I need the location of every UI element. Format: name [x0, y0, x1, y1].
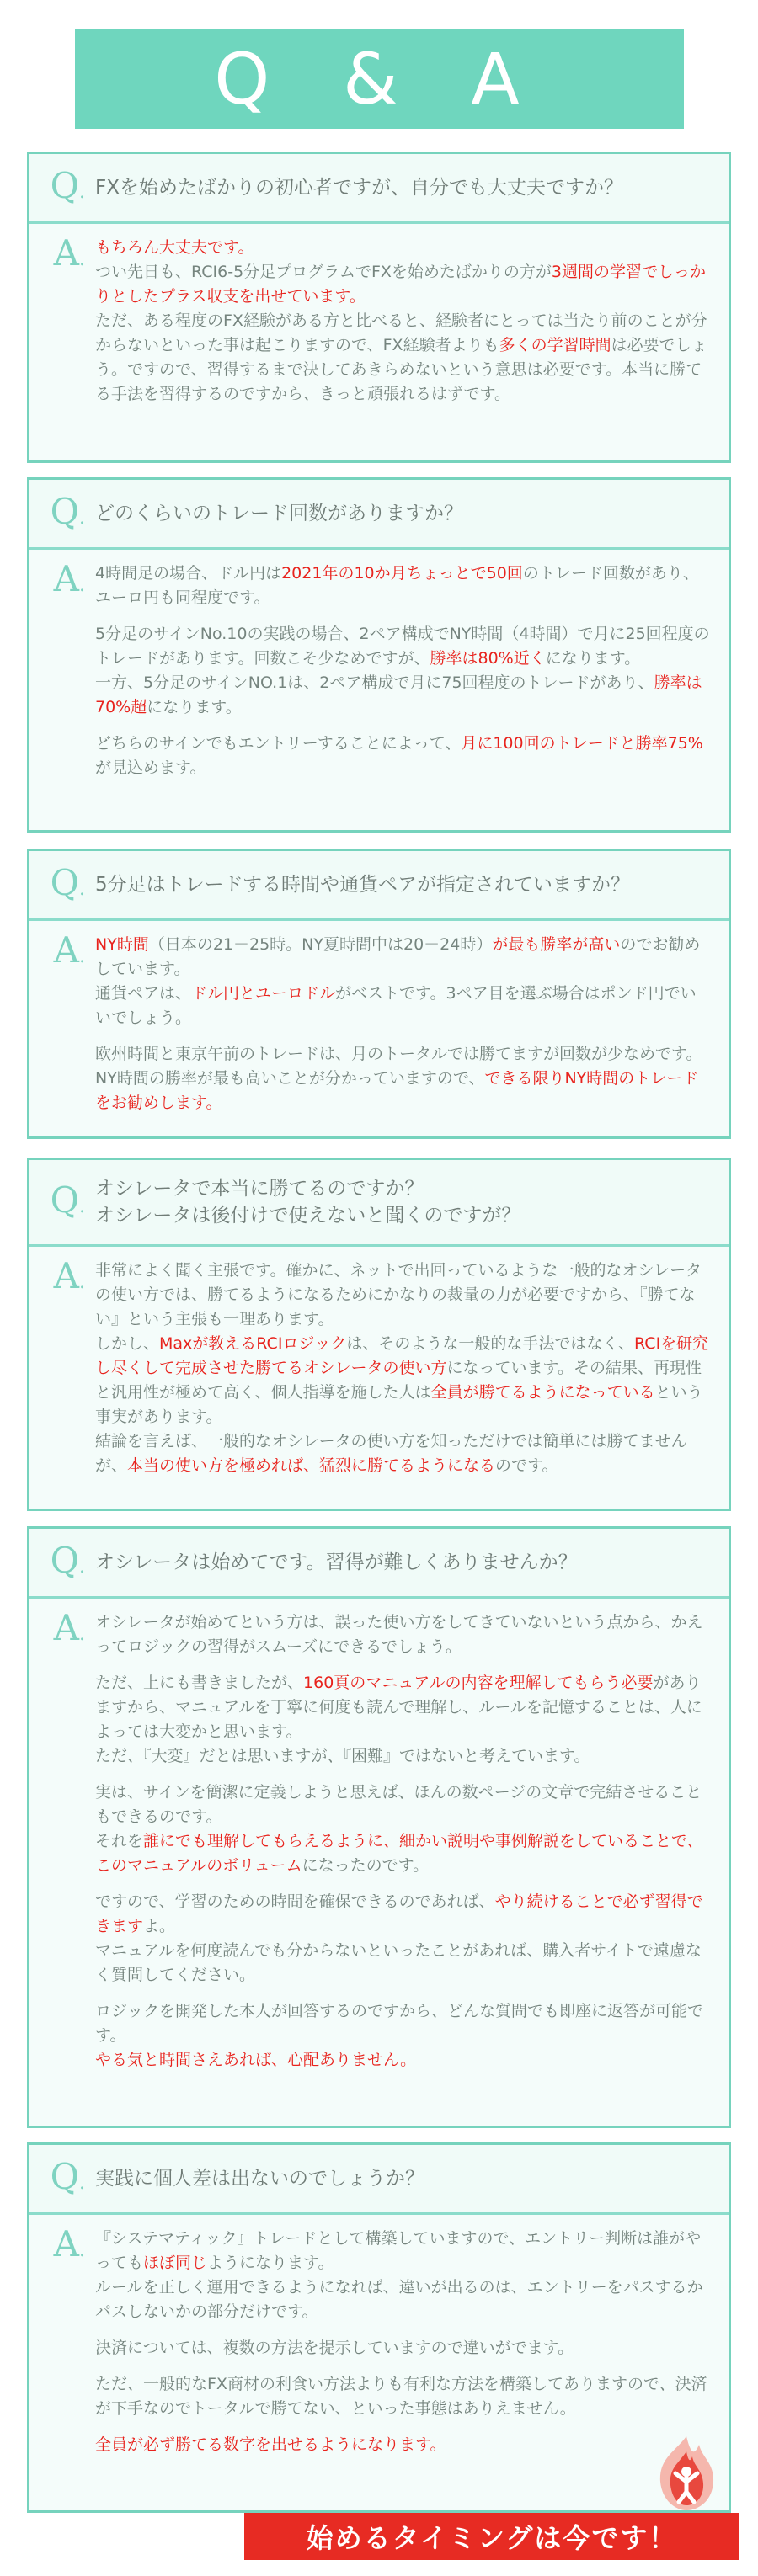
answer-text [95, 236, 729, 407]
body-text: 結論を言えば、一般的なオシレータの使い方を知っただけでは簡単には勝てませんが、 [95, 1432, 687, 1475]
body-text: になります。 [147, 698, 242, 716]
body-text: それを [95, 1832, 144, 1850]
body-text: は、そのような一般的な手法ではなく、 [346, 1334, 635, 1353]
body-text: ようになります。 [207, 2254, 334, 2272]
question-text: オシレータは始めてです。習得が難しくありませんか？ [95, 1551, 578, 1573]
question-row [29, 2145, 729, 2215]
a-mark: A. [53, 1255, 85, 1296]
highlight-text: もちろん大丈夫です。 [95, 238, 254, 257]
q-mark: Q. [50, 165, 85, 206]
body-text: は必要でしょう。ですので、習得するまで決してあきらめないという意思は必要です。本当に勝てる手法を習得するのですから、きっと頑張れるはずです。 [95, 336, 707, 403]
answer-paragraph [95, 2227, 712, 2324]
highlight-text: 本当の使い方を極めれば、猛烈に勝てるようになる [127, 1456, 496, 1475]
answer-paragraph [95, 2372, 712, 2421]
body-text: 4時間足の場合、ドル円は [95, 564, 282, 583]
body-text: がありますから、マニュアルを丁寧に何度も読んで理解し、ルールを記憶することは、人によっては大変かと思います。 [95, 1674, 702, 1741]
body-text: 決済については、複数の方法を提示していますので違いがでます。 [95, 2339, 574, 2357]
qa-block-3 [27, 849, 731, 1139]
body-text: ただ、上にも書きましたが、 [95, 1674, 304, 1692]
question-text: 5分足はトレードする時間や通貨ペアが指定されていますか？ [95, 874, 630, 896]
body-text: つい先日も、RCI6-5分足プログラムでFXを始めたばかりの方が [95, 263, 552, 281]
highlight-text: NY時間 [95, 935, 149, 954]
body-text: になります。 [545, 649, 641, 668]
highlight-text: 誰にでも理解してもらえるように、細かい説明や事例解説をしていることで、このマニュアルのボリューム [95, 1832, 703, 1875]
q-mark: Q. [50, 491, 85, 532]
highlight-text: 2021年の10か月ちょっとで50回 [281, 564, 523, 583]
body-text: 一方、5分足のサインNO.1は、2ペア構成で月に75回程度のトレードがあり、 [95, 673, 654, 692]
a-mark: A. [53, 929, 85, 971]
question-row [29, 1529, 729, 1599]
body-text: のです。 [495, 1456, 558, 1475]
highlight-text: ドル円とユーロドル [191, 984, 336, 1003]
qa-block-5 [27, 1526, 731, 2128]
body-text: という事実があります。 [95, 1383, 703, 1426]
answer-text [95, 1610, 729, 2073]
body-text: よ。 [143, 1917, 176, 1935]
body-text: マニュアルを何度読んでも分からないといったことがあれば、購入者サイトで遠慮なく質問してください。 [95, 1941, 702, 1984]
highlight-text: が最も勝率が高い [492, 935, 621, 954]
answer-paragraph [95, 2433, 712, 2457]
body-text: 非常によく聞く主張です。確かに、ネットで出回っているような一般的なオシレータの使い方では、勝てるようになるためにかなりの裁量の力が必要ですから、『勝てない』という主張も一理あります。 [95, 1261, 702, 1328]
cta-banner: 始めるタイミングは今です！ [244, 2513, 739, 2560]
highlight-text: 3週間の学習でしっかりとしたプラス収支を出せています。 [95, 263, 707, 306]
answer-row [29, 224, 729, 407]
answer-text [95, 2227, 729, 2457]
answer-paragraph [95, 1890, 712, 1988]
highlight-text: 勝率は70%超 [95, 673, 702, 716]
highlight-text: ほぼ同じ [143, 2254, 208, 2272]
q-mark: Q. [50, 1179, 85, 1221]
answer-paragraph [95, 236, 712, 407]
body-text: のでお勧めしています。 [95, 935, 701, 978]
body-text: 『システマティック』トレードとして構築していますので、エントリー判断は誰がやっても [95, 2229, 702, 2272]
answer-paragraph [95, 1671, 712, 1769]
answer-text [95, 562, 729, 780]
body-text: どちらのサインでもエントリーすることによって、 [95, 734, 462, 753]
highlight-text: 勝率は80%近く [430, 649, 546, 668]
highlight-text: やり続けることで必ず習得できます [95, 1892, 703, 1935]
body-text: のトレード回数があり、ユーロ円も同程度です。 [95, 564, 699, 607]
body-text: 実は、サインを簡潔に定義しようと思えば、ほんの数ページの文章で完結させることもできるのです。 [95, 1783, 702, 1826]
answer-paragraph [95, 562, 712, 610]
question-row [29, 154, 729, 224]
qa-block-2 [27, 477, 731, 833]
answer-paragraph [95, 1259, 712, 1478]
answer-paragraph [95, 1610, 712, 1659]
answer-row [29, 2215, 729, 2457]
answer-text [95, 1259, 729, 1478]
highlight-text: Maxが教えるRCIロジック [159, 1334, 347, 1353]
highlight-text: 全員が必ず勝てる数字を出せるようになります。 [95, 2435, 446, 2454]
highlight-text: 160頁のマニュアルの内容を理解してもらう必要 [303, 1674, 654, 1692]
answer-paragraph [95, 622, 712, 720]
answer-paragraph [95, 1780, 712, 1878]
question-row [29, 1160, 729, 1247]
body-text: になっています。その結果、再現性と汎用性が極めて高く、個人指導を施した人は [95, 1359, 702, 1402]
question-row [29, 480, 729, 550]
answer-paragraph [95, 1999, 712, 2073]
answer-paragraph [95, 1042, 712, 1115]
body-text: ルールを正しく運用できるようになれば、違いが出るのは、エントリーをパスするかパスしないかの部分だけです。 [95, 2278, 703, 2321]
answer-paragraph [95, 732, 712, 780]
question-row [29, 851, 729, 921]
a-mark: A. [53, 232, 85, 274]
answer-row [29, 1247, 729, 1478]
body-text: しかし、 [95, 1334, 160, 1353]
title-banner [75, 29, 684, 129]
body-text: 欧州時間と東京午前のトレードは、月のトータルでは勝てますが回数が少なめです。NY時間の勝率が最も高いことが分かっていますので、 [95, 1045, 702, 1088]
a-mark: A. [53, 1607, 85, 1648]
qa-block-1 [27, 152, 731, 463]
answer-paragraph [95, 2336, 712, 2360]
body-text: ただ、ある程度のFX経験がある方と比べると、経験者にとっては当たり前のことが分からないといった事は起こりますので、FX経験者よりも [95, 311, 707, 354]
a-mark: A. [53, 558, 85, 599]
body-text: ただ、一般的なFX商材の利食い方法よりも有利な方法を構築してありますので、決済が下手なのでトータルで勝てない、といった事態はありえません。 [95, 2375, 707, 2418]
q-mark: Q. [50, 862, 85, 903]
answer-row [29, 1599, 729, 2073]
body-text: がベストです。3ペア目を選ぶ場合はポンド円でいいでしょう。 [95, 984, 697, 1027]
body-text: ですので、学習のための時間を確保できるのであれば、 [95, 1892, 495, 1911]
body-text: ただ、『大変』だとは思いますが、『困難』ではないと考えています。 [95, 1747, 590, 1765]
question-text: どのくらいのトレード回数がありますか？ [95, 503, 463, 524]
answer-text [95, 933, 729, 1115]
body-text: （日本の21－25時。NY夏時間中は20－24時） [148, 935, 493, 954]
body-text: オシレータが始めてという方は、誤った使い方をしてきていないという点から、かえってロジックの習得がスムーズにできるでしょう。 [95, 1613, 703, 1656]
page-title: Q & A [214, 38, 545, 120]
answer-row [29, 550, 729, 780]
answer-paragraph [95, 933, 712, 1030]
qa-block-4 [27, 1158, 731, 1511]
question-text: 実践に個人差は出ないのでしょうか？ [95, 2168, 424, 2190]
highlight-text: RCIを研究し尽くして完成させた勝てるオシレータの使い方 [95, 1334, 709, 1377]
question-text: FXを始めたばかりの初心者ですが、自分でも大丈夫ですか？ [95, 177, 623, 199]
answer-row [29, 921, 729, 1115]
question-text: オシレータで本当に勝てるのですか？ オシレータは後付けで使えないと聞くのですが？ [95, 1178, 521, 1227]
highlight-text: 多くの学習時間 [499, 336, 611, 354]
body-text: ロジックを開発した本人が回答するのですから、どんな質問でも即座に返答が可能です。 [95, 2002, 704, 2045]
body-text: 5分足のサインNo.10の実践の場合、2ペア構成でNY時間（4時間）で月に25回程度のトレードがあります。回数こそ少なめですが、 [95, 625, 710, 668]
qa-block-6 [27, 2142, 731, 2513]
body-text: 通貨ペアは、 [95, 984, 192, 1003]
highlight-text: やる気と時間さえあれば、心配ありません。 [95, 2051, 417, 2069]
flame-mascot-icon [650, 2433, 723, 2514]
highlight-text: 月に100回のトレードと勝率75% [461, 734, 703, 753]
highlight-text: 全員が勝てるようになっている [430, 1383, 655, 1402]
q-mark: Q. [50, 1540, 85, 1581]
a-mark: A. [53, 2223, 85, 2265]
body-text: になったのです。 [302, 1856, 430, 1875]
highlight-text: できる限りNY時間のトレードをお勧めします。 [95, 1069, 699, 1112]
body-text: が見込めます。 [95, 758, 206, 777]
q-mark: Q. [50, 2156, 85, 2197]
